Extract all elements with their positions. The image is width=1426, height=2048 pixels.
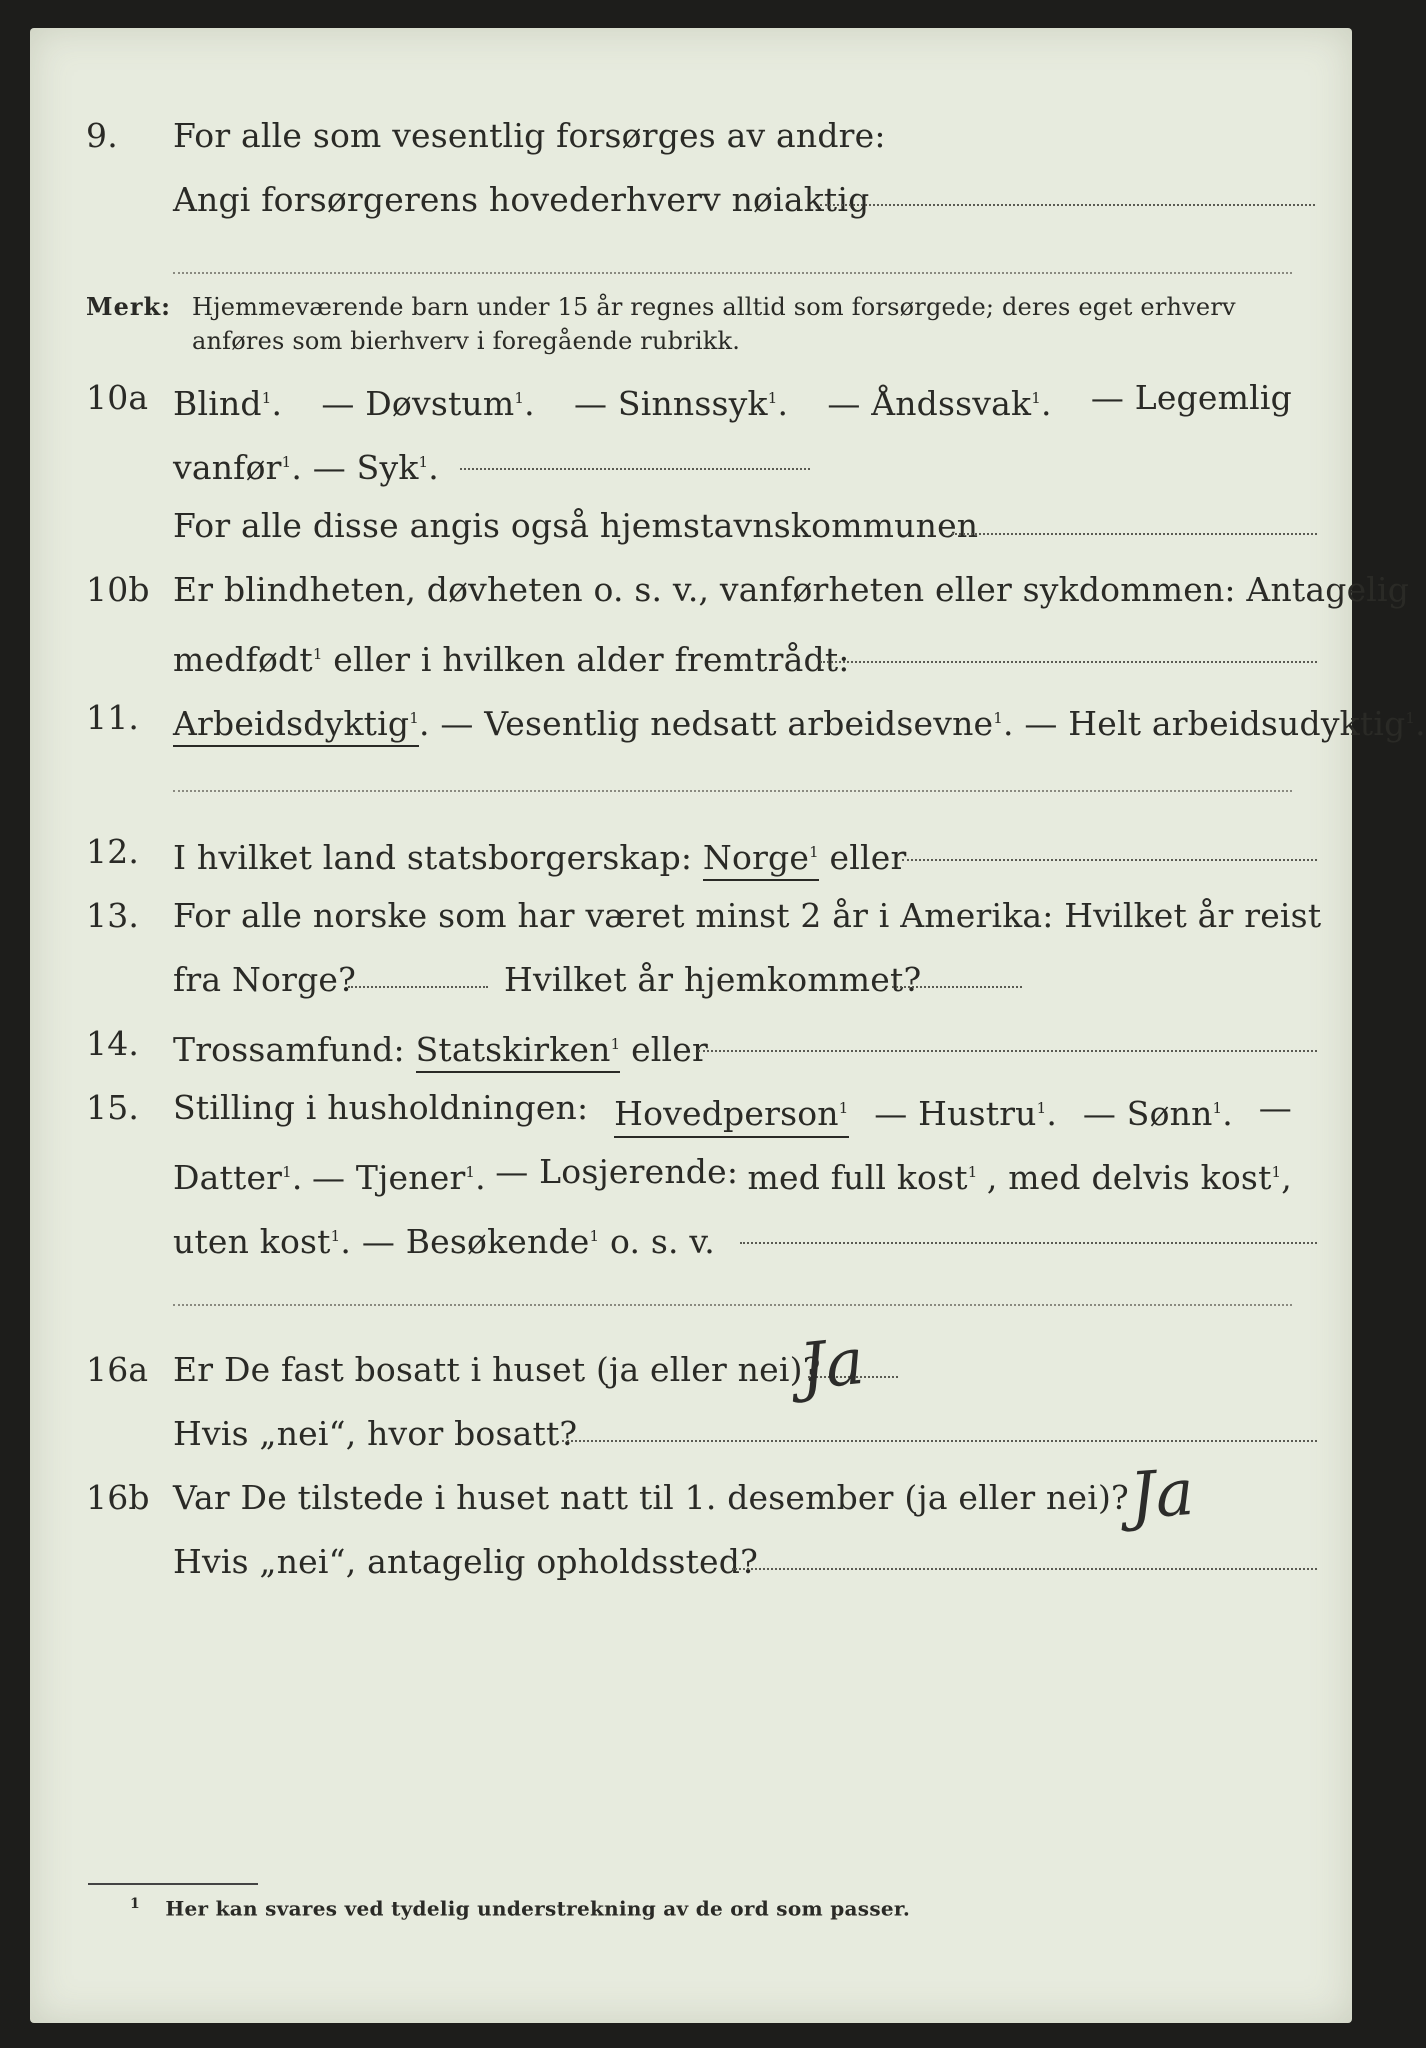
q15-options-2: Datter$^1$. — Tjener$^1$. — Losjerende: med full kost$^1$ , med delvis kost$^1$, [173, 1152, 1292, 1197]
merk-text: Hjemmeværende barn under 15 år regnes alltid som forsørgede; deres eget erhverv [192, 293, 1236, 321]
q10a-syk-line[interactable] [460, 468, 810, 470]
q13-text-2a: fra Norge? [173, 960, 357, 999]
q16b-opholdssted-line[interactable] [732, 1568, 1317, 1570]
q16b-text: Var De tilstede i huset natt til 1. desember (ja eller nei)? [173, 1478, 1129, 1517]
q16a-bosatt-line[interactable] [562, 1440, 1317, 1442]
q10a-text-3: For alle disse angis også hjemstavnskommunen [173, 506, 979, 545]
option-hustru[interactable]: — Hustru$^1$. [874, 1094, 1058, 1133]
q14-text: Trossamfund: Statskirken$^1$ eller [173, 1024, 708, 1070]
footnote-text: Her kan svares ved tydelig understrekning av de ord som passer. [165, 1896, 911, 1921]
option-udyktig[interactable]: — Helt arbeidsudyktig$^1$. [1024, 704, 1426, 743]
option-blind[interactable]: Blind$^1$. [173, 384, 283, 423]
q9-text: For alle som vesentlig forsørges av andre: [173, 116, 886, 155]
q16b-number: 16b [86, 1478, 150, 1517]
q14-answer-line[interactable] [698, 1050, 1317, 1052]
option-sonn[interactable]: — Sønn$^1$. [1082, 1094, 1233, 1133]
q10b-number: 10b [86, 570, 150, 609]
merk-text-2: anføres som bierhverv i foregående rubrikk. [192, 327, 741, 355]
q14-number: 14. [86, 1024, 140, 1063]
option-vanfor[interactable]: vanfør$^1$. [173, 448, 303, 487]
q10a-text-2 [173, 442, 439, 488]
q13-hjemkommet-line[interactable] [892, 986, 1022, 988]
option-syk[interactable]: — Syk$^1$. [312, 448, 439, 487]
q15-options: Stilling i husholdningen: Hovedperson$^1$ — Hustru$^1$. — Sønn$^1$. — [173, 1088, 1292, 1138]
option-tjener[interactable]: — Tjener$^1$. [312, 1158, 486, 1197]
q12-answer-line[interactable] [902, 859, 1317, 861]
q16a-text-2: Hvis „nei“, hvor bosatt? [173, 1414, 578, 1453]
option-full-kost[interactable]: med full kost$^1$ [747, 1158, 978, 1197]
option-arbeidsdyktig[interactable]: Arbeidsdyktig$^1$ [173, 704, 419, 747]
footnote-rule [88, 1883, 258, 1885]
q9-separator [173, 272, 1292, 274]
merk-label: Merk: [86, 292, 171, 321]
q11-separator [173, 790, 1292, 792]
q9-text-2: Angi forsørgerens hovederhverv nøiaktig [173, 180, 870, 219]
q13-number: 13. [86, 896, 140, 935]
q13-text: For alle norske som har været minst 2 år i Amerika: Hvilket år reist [173, 896, 1322, 935]
q10a-hjemstavn-line[interactable] [952, 533, 1317, 535]
option-delvis-kost[interactable]: , med delvis kost$^1$, [986, 1158, 1292, 1197]
q15-separator [173, 1304, 1292, 1306]
q15-options-3: uten kost$^1$. — Besøkende$^1$ o. s. v. [173, 1222, 715, 1261]
option-uten-kost[interactable]: uten kost$^1$. [173, 1222, 352, 1261]
option-statskirken[interactable]: Statskirken$^1$ [416, 1030, 621, 1073]
q10b-text: Er blindheten, døvheten o. s. v., vanførheten eller sykdommen: Antagelig [173, 570, 1410, 609]
option-legemlig[interactable]: — Legemlig [1090, 378, 1292, 417]
footnote [130, 1896, 910, 1921]
option-datter[interactable]: Datter$^1$. [173, 1158, 303, 1197]
q13-text-2b: Hvilket år hjemkommet? [504, 960, 922, 999]
q15-number: 15. [86, 1088, 140, 1127]
option-dovstum[interactable]: — Døvstum$^1$. [321, 384, 535, 423]
q11-options: Arbeidsdyktig$^1$. — Vesentlig nedsatt arbeidsevne$^1$. — Helt arbeidsudyktig$^1$. [173, 698, 1426, 744]
option-hovedperson[interactable]: Hovedperson$^1$ [614, 1088, 848, 1138]
footnote-mark: 1 [130, 1896, 141, 1912]
q15-answer-line[interactable] [740, 1242, 1317, 1244]
q16a-number: 16a [86, 1350, 149, 1389]
census-form-page [30, 28, 1426, 2023]
q12-text: I hvilket land statsborgerskap: Norge$^1$ eller [173, 832, 907, 878]
q16a-handwritten-answer: Ja [796, 1324, 868, 1406]
q10a-options [173, 378, 1292, 424]
q9-answer-line[interactable] [820, 204, 1315, 206]
q11-number: 11. [86, 698, 140, 737]
option-nedsatt[interactable]: — Vesentlig nedsatt arbeidsevne$^1$. [440, 704, 1014, 743]
q13-reist-line[interactable] [348, 986, 488, 988]
q12-number: 12. [86, 832, 140, 871]
option-sinnssyk[interactable]: — Sinnssyk$^1$. [574, 384, 789, 423]
option-andssvak[interactable]: — Åndssvak$^1$. [827, 384, 1052, 423]
q10b-text-2: medfødt$^1$ eller i hvilken alder fremtrådt: [173, 640, 850, 679]
option-medfodt[interactable]: medfødt$^1$ [173, 640, 323, 679]
q9-number: 9. [86, 116, 118, 155]
q16b-text-2: Hvis „nei“, antagelig opholdssted? [173, 1542, 758, 1581]
q10b-answer-line[interactable] [820, 661, 1317, 663]
q16b-handwritten-answer: Ja [1127, 1455, 1197, 1535]
option-besokende[interactable]: — Besøkende$^1$ [361, 1222, 600, 1261]
option-norge[interactable]: Norge$^1$ [703, 838, 819, 881]
q16a-text: Er De fast bosatt i huset (ja eller nei)? [173, 1350, 821, 1389]
q10a-number: 10a [86, 378, 149, 417]
